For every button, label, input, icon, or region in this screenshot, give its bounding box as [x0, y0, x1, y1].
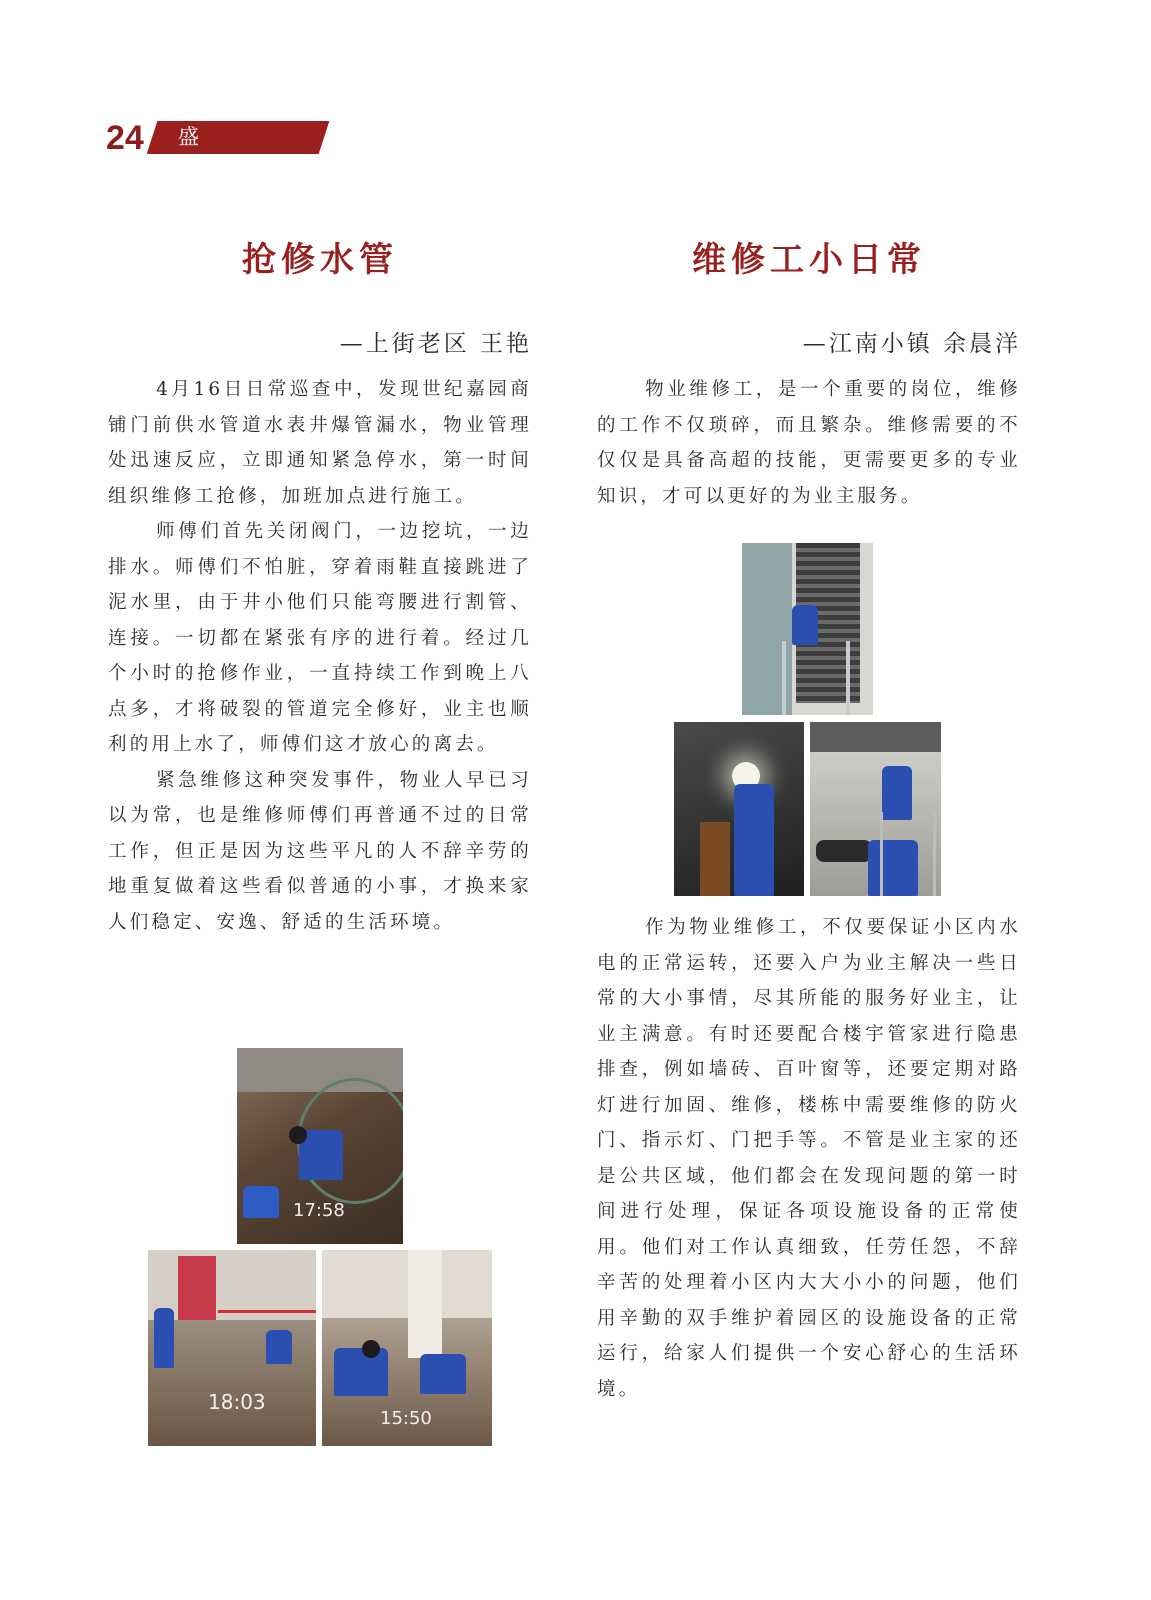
byline-left: —上街老区 王艳 [339, 331, 532, 357]
timestamp: 17:58 [293, 1200, 345, 1221]
article-left [108, 232, 532, 940]
paragraph: 物业维修工，是一个重要的岗位，维修的工作不仅琐碎，而且繁杂。维修需要的不仅仅是具备高超的技能，更需要更多的专业知识，才可以更好的为业主服务。 [597, 379, 1021, 507]
byline-right: —江南小镇 余晨洋 [802, 331, 1021, 357]
paragraph: 师傅们首先关闭阀门，一边挖坑，一边排水。师傅们不怕脏，穿着雨鞋直接跳进了泥水里，由于井小他们只能弯腰进行割管、连接。一切都在紧张有序的进行着。经过几个小时的抢修作业，一直持续工作到晚上八点多，才将破裂的管道完全修好，业主也顺利的用上水了，师傅们这才放心的离去。 [108, 521, 532, 755]
paragraph: 紧急维修这种突发事件，物业人早已习以为常，也是维修师傅们再普通不过的日常工作，但正是因为这些平凡的人不辞辛劳的地重复做着这些看似普通的小事，才换来家人们稳定、安逸、舒适的生活环境。 [108, 769, 532, 933]
page-number: 24 [106, 119, 144, 157]
article-title-left: 抢修水管 [242, 240, 398, 280]
photo-street-repair [148, 1250, 316, 1446]
timestamp: 18:03 [208, 1390, 266, 1414]
photo-garage-repair [810, 722, 941, 896]
photo-corridor-light [674, 722, 804, 896]
article-title-right: 维修工小日常 [692, 240, 926, 280]
paragraph: 作为物业维修工，不仅要保证小区内水电的正常运转，还要入户为业主解决一些日常的大小事情，尽其所能的服务好业主，让业主满意。有时还要配合楼宇管家进行隐患排查，例如墙砖、百叶窗等，还要定期对路灯进行加固、维修，楼栋中需要维修的防火门、指示灯、门把手等。不管是业主家的还是公共区域，他们都会在发现问题的第一时间进行处理，保证各项设施设备的正常使用。他们对工作认真细致，任劳任怨，不辞辛苦的处理着小区内大大小小的问题，他们用辛勤的双手维护着园区的设施设备的正常运行，给家人们提供一个安心舒心的生活环境。 [597, 917, 1021, 1400]
timestamp: 15:50 [380, 1408, 432, 1429]
paragraph: 4月16日日常巡查中，发现世纪嘉园商铺门前供水管道水表井爆管漏水，物业管理处迅速反应，立即通知紧急停水，第一时间组织维修工抢修，加班加点进行施工。 [108, 379, 532, 507]
photo-pipe-digging [237, 1048, 403, 1244]
photo-window-repair [742, 543, 873, 715]
section-title: 盛世物业 [178, 125, 203, 248]
photo-pipe-cutting [322, 1250, 492, 1446]
article-right [597, 232, 1021, 1400]
